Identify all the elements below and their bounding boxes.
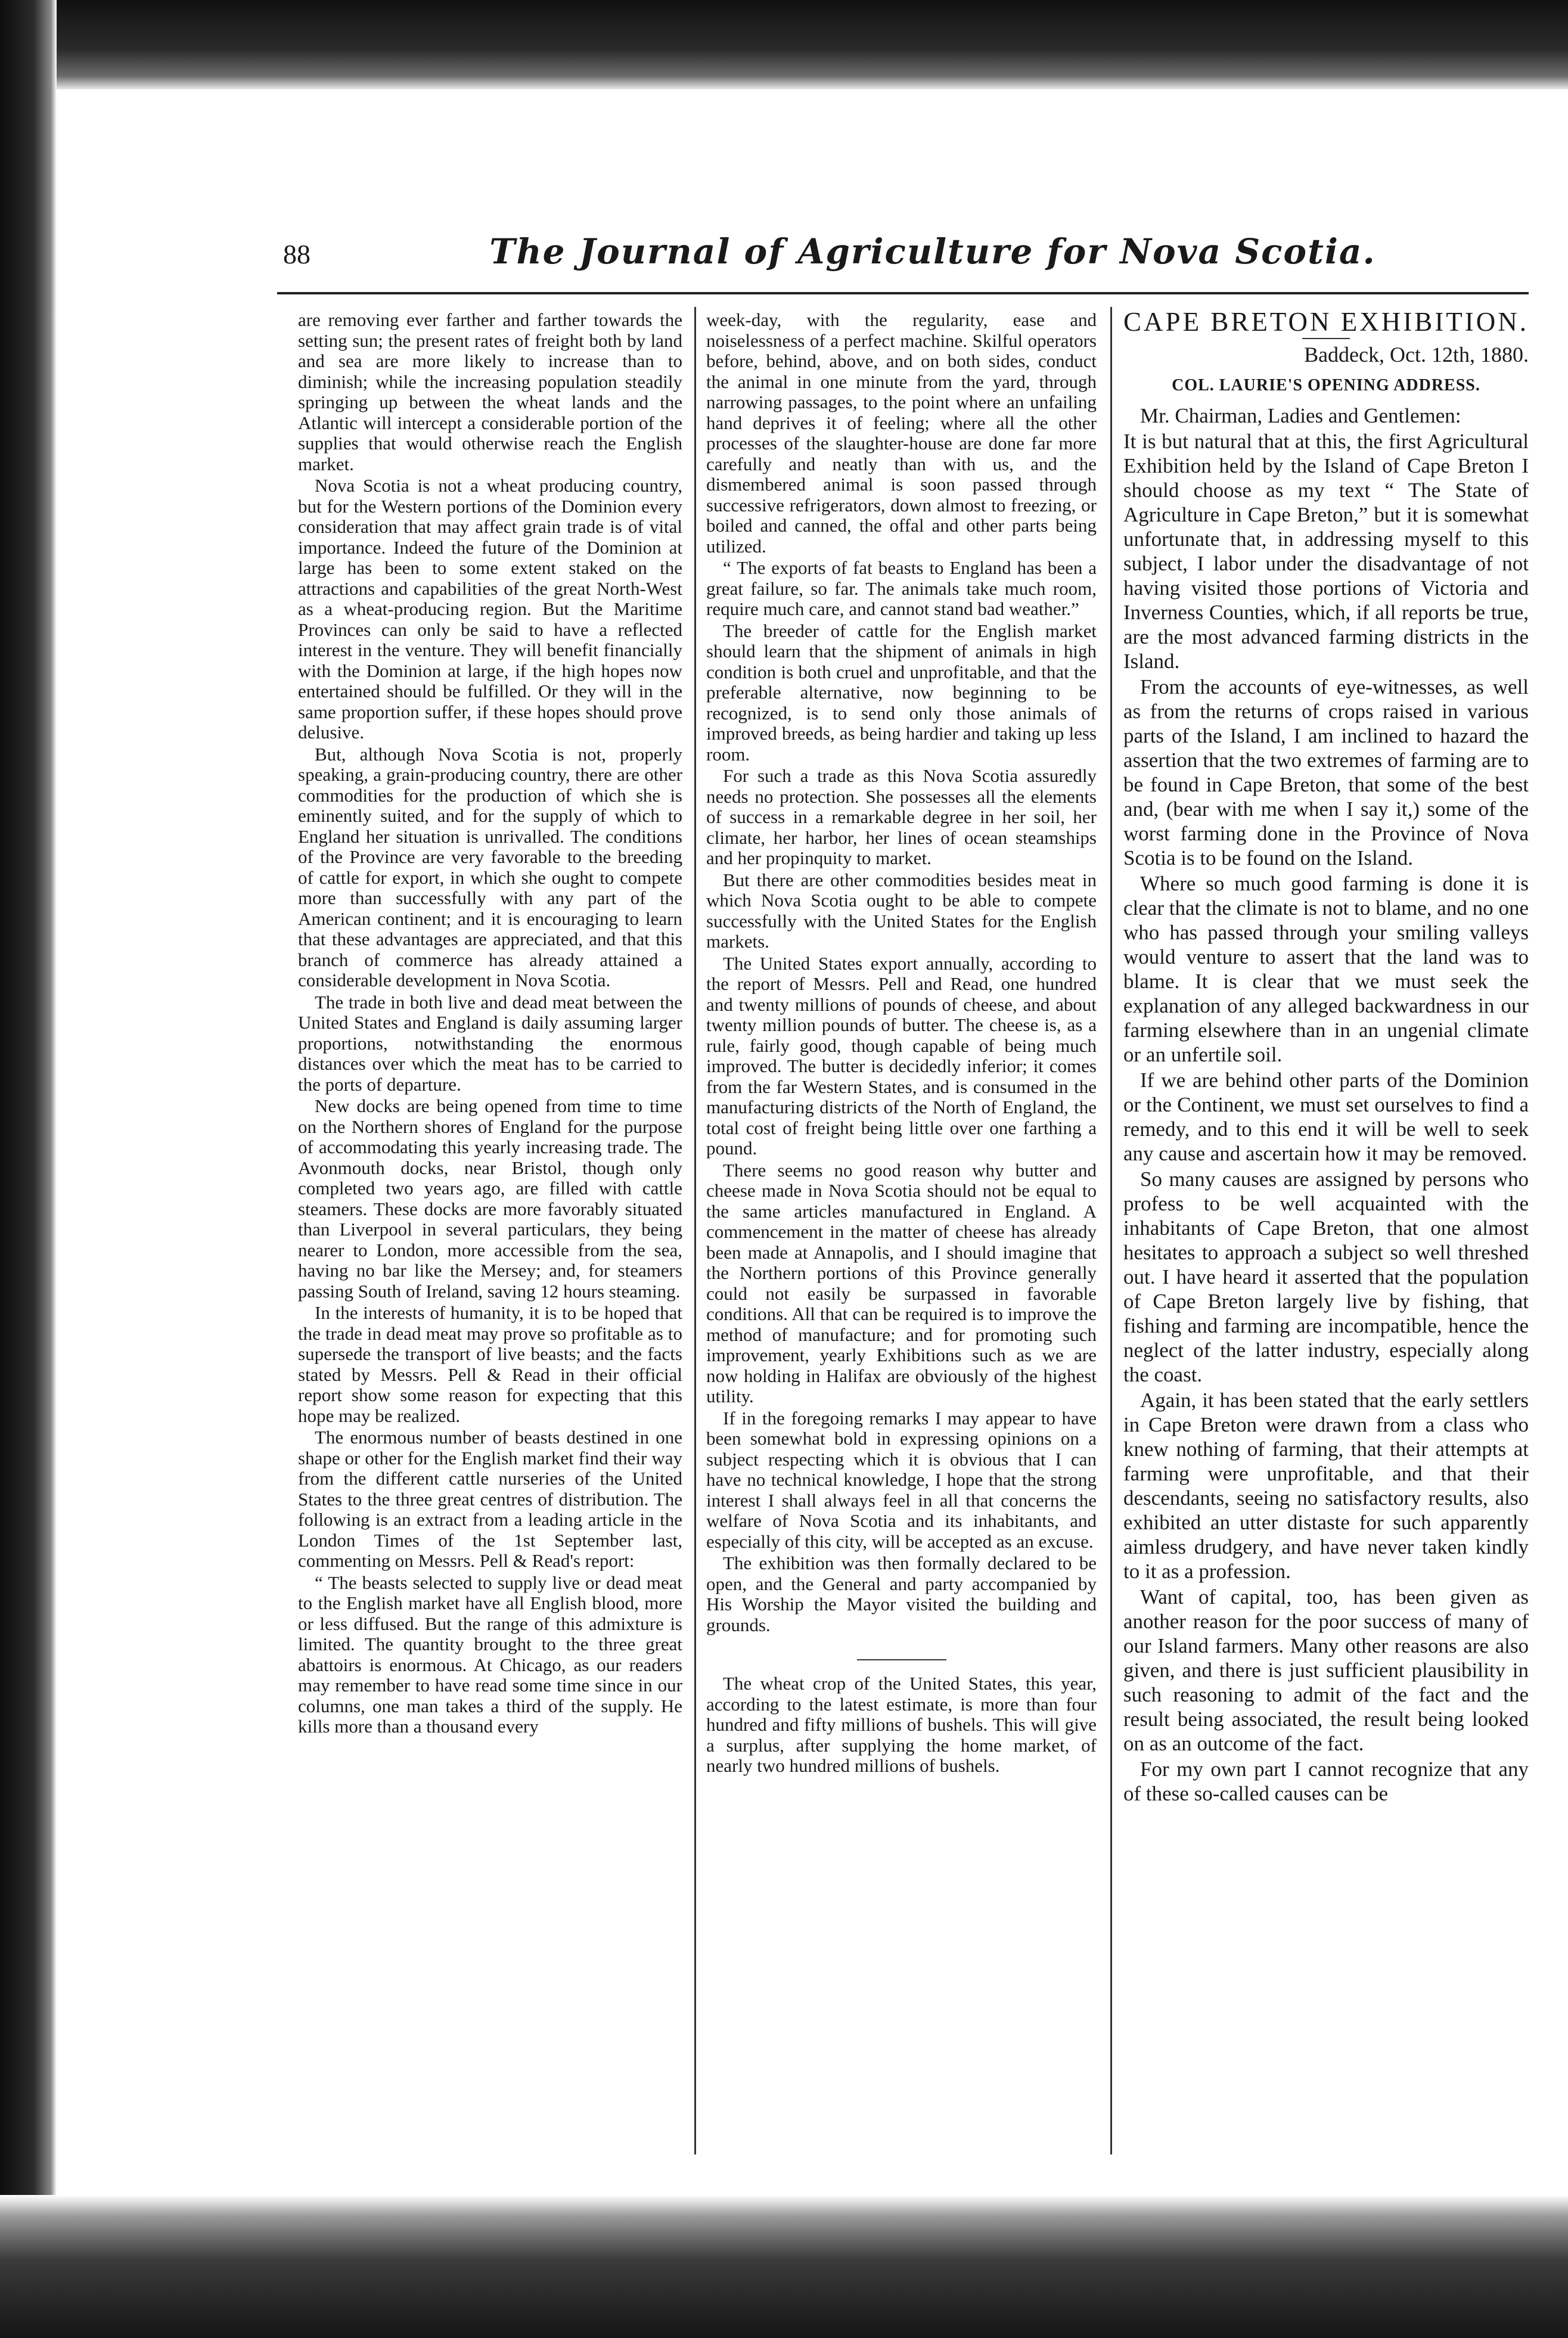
journal-page: [277, 226, 1529, 2157]
dateline: Baddeck, Oct. 12th, 1880.: [1304, 343, 1529, 367]
paragraph: Nova Scotia is not a wheat producing country, but for the Western portions of the Dominion every consideration that may affect grain trade is of vital importance. Indeed the future of the Dominion at large has been to some extent staked on the attractions and capabilities of the great North-West as a wheat-producing region. But the Maritime Provinces can only be said to have a reflected interest in the venture. They will benefit financially with the Dominion at large, if the high hopes now entertained should be fulfilled. Or they will in the same proportion suffer, if these hopes should prove delusive.: [298, 475, 682, 743]
paragraph: The enormous number of beasts destined in one shape or other for the English market find their way from the different cattle nurseries of the United States to the three great centres of distribution. The following is an extract from a leading article in the London Times of the 1st September last, commenting on Messrs. Pell & Read's report:: [298, 1427, 682, 1571]
paragraph: Where so much good farming is done it is clear that the climate is not to blame, and no one who has passed through your smiling valleys would venture to assert that the land was to blame. It is clear that we must seek the explanation of any alleged backwardness in our farming elsewhere than in an ungenial climate or an unfertile soil.: [1123, 872, 1529, 1066]
column-divider: [694, 307, 696, 2154]
scan-border-left: [0, 0, 57, 2338]
title-rule: [1302, 338, 1350, 339]
paragraph: For my own part I cannot recognize that any of these so-called causes can be: [1123, 1758, 1529, 1805]
journal-title: The Journal of Agriculture for Nova Scotia.: [489, 231, 1376, 272]
article-column-2: [706, 310, 1097, 2151]
paragraph: “ The exports of fat beasts to England has been a great failure, so far. The animals take much room, require much care, and cannot stand bad weather.”: [706, 557, 1097, 619]
scan-border-top: [0, 0, 1568, 89]
section-title: CAPE BRETON EXHIBITION.: [1123, 310, 1529, 337]
column-divider: [1110, 307, 1112, 2154]
paragraph: week-day, with the regularity, ease and noiselessness of a perfect machine. Skilful operators before, behind, above, and on both sides, conduct the animal in one minute from the yard, through narrowing passages, to the point where an unfailing hand deprives it of feeling; where all the other processes of the slaughter-house are done far more carefully and neatly than with us, and the dismembered animal is soon passed through successive refrigerators, down almost to freezing, or boiled and canned, the offal and other parts being utilized.: [706, 310, 1097, 557]
paragraph: If in the foregoing remarks I may appear to have been somewhat bold in expressing opinions on a subject respecting which it is obvious that I can have no technical knowledge, I hope that the strong interest I shall always feel in all that concerns the welfare of Nova Scotia and its inhabitants, and especially of this city, will be accepted as an excuse.: [706, 1407, 1097, 1552]
paragraph: If we are behind other parts of the Dominion or the Continent, we must set ourselves to find a remedy, and to this end it will be well to seek any cause and ascertain how it may be removed.: [1123, 1069, 1529, 1165]
page-number: 88: [283, 239, 311, 269]
section-rule: [857, 1659, 946, 1660]
paragraph: New docks are being opened from time to time on the Northern shores of England for the purpose of accommodating this yearly increasing trade. The Avonmouth docks, near Bristol, though only completed two years ago, are filled with cattle steamers. These docks are more favorably situated than Liverpool in several particulars, they being nearer to London, more accessible from the sea, having no bar like the Mersey; and, for steamers passing South of Ireland, saving 12 hours steaming.: [298, 1095, 682, 1302]
paragraph: So many causes are assigned by persons who profess to be well acquainted with the inhabitants of Cape Breton, that one almost hesitates to approach a subject so well threshed out. I have heard it asserted that the population of Cape Breton largely live by fishing, that fishing and farming are incompatible, hence the neglect of the latter industry, especially along the coast.: [1123, 1168, 1529, 1386]
article-column-1: [298, 310, 682, 2151]
paragraph: Again, it has been stated that the early settlers in Cape Breton were drawn from a class who knew nothing of farming, that their attempts at farming were unprofitable, and that their descendants, seeing no satisfactory results, also exhibited an utter distaste for such apparently aimless drudgery, and have never taken kindly to it as a profession.: [1123, 1389, 1529, 1583]
paragraph: For such a trade as this Nova Scotia assuredly needs no protection. She possesses all the elements of success in a remarkable degree in her soil, her climate, her harbor, her lines of ocean steamships and her propinquity to market.: [706, 765, 1097, 868]
wheat-crop-note: The wheat crop of the United States, this year, according to the latest estimate, is more than four hundred and fifty millions of bushels. This will give a surplus, after supplying the home market, of nearly two hundred millions of bushels.: [706, 1673, 1097, 1776]
salutation: Mr. Chairman, Ladies and Gentlemen:: [1140, 404, 1461, 427]
paragraph: The United States export annually, according to the report of Messrs. Pell and Read, one hundred and twenty millions of pounds of cheese, and about twenty million pounds of butter. The cheese is, as a rule, fairly good, though capable of being much improved. The butter is decidedly inferior; it comes from the far Western States, and is consumed in the manufacturing districts of the North of England, the total cost of freight being little over one farthing a pound.: [706, 952, 1097, 1159]
address-subheading: COL. LAURIE'S OPENING ADDRESS.: [1172, 376, 1480, 395]
paragraph: “ The beasts selected to supply live or dead meat to the English market have all English blood, more or less diffused. But the range of this admixture is limited. The quantity brought to the three great abattoirs is enormous. At Chicago, as our readers may remember to have read some time since in our columns, one man takes a third of the supply. He kills more than a thousand every: [298, 1572, 682, 1737]
paragraph: But, although Nova Scotia is not, properly speaking, a grain-producing country, there are other commodities for the production of which she is eminently suited, and for the supply of which to England her situation is unrivalled. The conditions of the Province are very favorable to the breeding of cattle for export, in which she ought to compete more than successfully with any part of the American continent; and it is encouraging to learn that these advantages are appreciated, and that this branch of commerce has already attained a considerable development in Nova Scotia.: [298, 743, 682, 991]
paragraph: In the interests of humanity, it is to be hoped that the trade in dead meat may prove so profitable as to supersede the transport of live beasts; and the facts stated by Messrs. Pell & Read in their official report show some reason for expecting that this hope may be realized.: [298, 1302, 682, 1426]
page-header: [277, 226, 1529, 294]
paragraph: From the accounts of eye-witnesses, as well as from the returns of crops raised in various parts of the Island, I am inclined to hazard the assertion that the two extremes of farming are to be found in Cape Breton, that some of the best and, (bear with me when I say it,) some of the worst farming done in the Province of Nova Scotia is to be found on the Island.: [1123, 675, 1529, 870]
paragraph: There seems no good reason why butter and cheese made in Nova Scotia should not be equal to the same articles manufactured in England. A commencement in the matter of cheese has already been made at Annapolis, and I should imagine that the Northern portions of this Province generally could not easily be surpassed in favorable conditions. All that can be required is to improve the method of manufacture; and for promoting such improvement, yearly Exhibitions such as we are now holding in Halifax are obviously of the highest utility.: [706, 1159, 1097, 1406]
paragraph: Want of capital, too, has been given as another reason for the poor success of many of our Island farmers. Many other reasons are also given, and there is just sufficient plausibility in such reasoning to admit of the fact and the result being associated, the result being looked on as an outcome of the fact.: [1123, 1585, 1529, 1755]
paragraph: But there are other commodities besides meat in which Nova Scotia ought to be able to compete successfully with the United States for the English markets.: [706, 869, 1097, 952]
paragraph: The breeder of cattle for the English market should learn that the shipment of animals in high condition is both cruel and unprofitable, and that the preferable alternative, now beginning to be recognized, is to send only those animals of improved breeds, as being hardier and taking up less room.: [706, 620, 1097, 765]
paragraph: are removing ever farther and farther towards the setting sun; the present rates of freight both by land and sea are more likely to increase than to diminish; while the increasing population steadily springing up between the wheat lands and the Atlantic will intercept a considerable portion of the supplies that would otherwise reach the English market.: [298, 310, 682, 474]
article-column-3: [1123, 310, 1529, 2151]
paragraph: The exhibition was then formally declared to be open, and the General and party accompanied by His Worship the Mayor visited the building and grounds.: [706, 1553, 1097, 1635]
scan-border-bottom: [0, 2195, 1568, 2338]
paragraph: The trade in both live and dead meat between the United States and England is daily assuming larger proportions, notwithstanding the enormous distances over which the meat has to be carried to the ports of departure.: [298, 991, 682, 1095]
paragraph: It is but natural that at this, the first Agricultural Exhibition held by the Island of Cape Breton I should choose as my text “ The State of Agriculture in Cape Breton,” but it is somewhat unfortunate that, in addressing myself to this subject, I labor under the disadvantage of not having visited those portions of Victoria and Inverness Counties, which, if all reports be true, are the most advanced farming districts in the Island.: [1123, 430, 1529, 673]
